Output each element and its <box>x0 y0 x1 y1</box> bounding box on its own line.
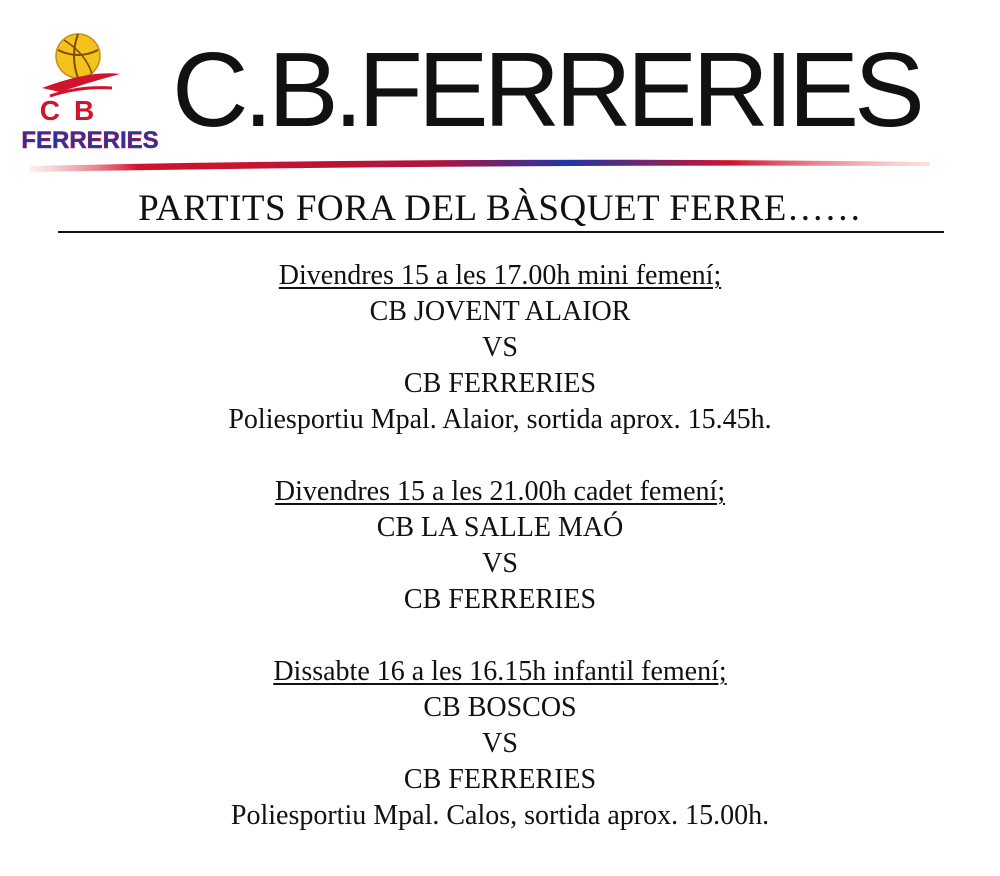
match-home-team: CB BOSCOS <box>423 692 577 723</box>
page-subtitle: PARTITS FORA DEL BÀSQUET FERRE…… <box>138 188 862 229</box>
match-mini-femeni <box>0 258 1000 438</box>
match-cadet-femeni <box>0 474 1000 618</box>
page-header <box>0 0 1000 180</box>
match-heading: Divendres 15 a les 21.00h cadet femení; <box>274 476 726 507</box>
match-heading: Dissabte 16 a les 16.15h infantil femení; <box>273 656 727 687</box>
match-vs: VS <box>482 548 518 579</box>
match-venue: Poliesportiu Mpal. Alaior, sortida aprox. 15.45h. <box>228 404 772 435</box>
match-heading: Divendres 15 a les 17.00h mini femení; <box>278 260 722 291</box>
match-venue: Poliesportiu Mpal. Calos, sortida aprox. 15.00h. <box>230 800 770 831</box>
match-away-team: CB FERRERIES <box>403 584 597 615</box>
header-swoosh <box>30 152 930 174</box>
basketball-logo-icon <box>20 30 170 160</box>
club-title: C.B.FERRERIES <box>172 31 920 149</box>
match-home-team: CB JOVENT ALAIOR <box>369 296 631 327</box>
match-vs: VS <box>482 332 518 363</box>
title-divider <box>58 231 944 233</box>
logo-text-ferreries: FERRERIES <box>21 127 159 154</box>
match-vs: VS <box>482 728 518 759</box>
match-away-team: CB FERRERIES <box>403 764 597 795</box>
match-home-team: CB LA SALLE MAÓ <box>376 512 624 543</box>
match-list <box>0 258 1000 870</box>
logo-text-cb: CB <box>39 95 109 126</box>
match-infantil-femeni <box>0 654 1000 834</box>
match-away-team: CB FERRERIES <box>403 368 597 399</box>
